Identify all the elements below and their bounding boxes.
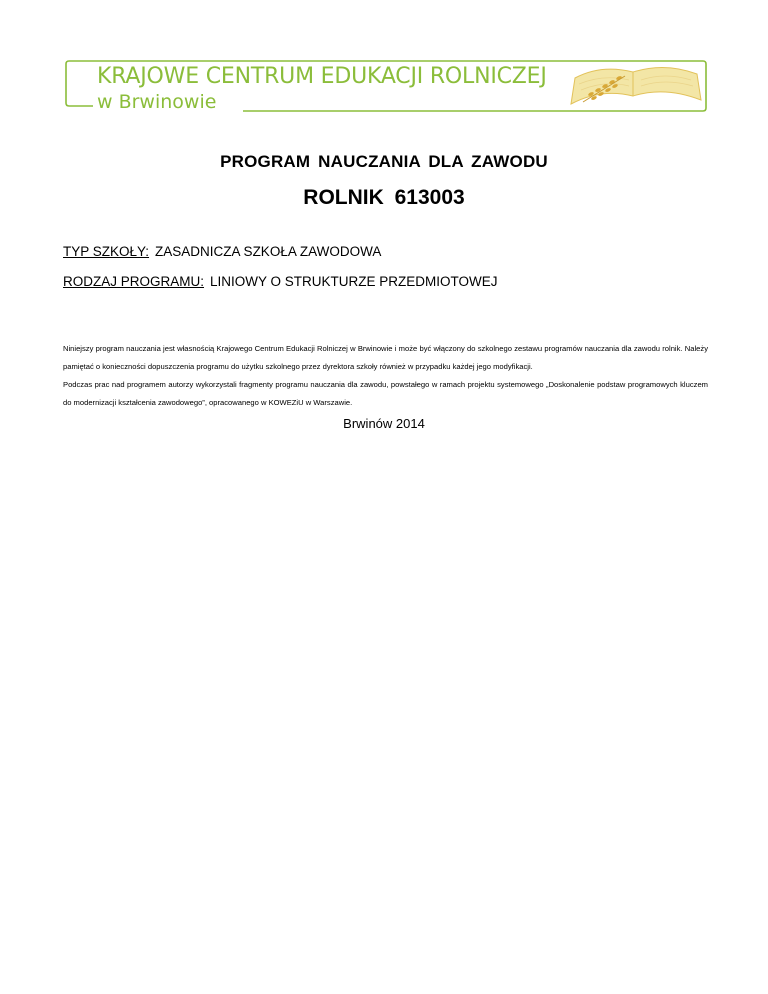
ownership-notice — [63, 340, 708, 412]
profession-code-title: ROLNIK 613003 — [303, 186, 465, 209]
school-type-label: TYP SZKOŁY: — [63, 244, 150, 259]
logo-title-line1: KRAJOWE CENTRUM EDUKACJI ROLNICZEJ — [97, 64, 547, 89]
program-type-value: LINIOWY O STRUKTURZE PRZEDMIOTOWEJ — [210, 274, 498, 289]
institution-logo — [63, 58, 709, 114]
notice-paragraph-ownership: Niniejszy program nauczania jest własnością Krajowego Centrum Edukacji Rolniczej w Brwinowie i może być włączony do szkolnego zestawu programów nauczania dla zawodu rolnik. Należy pamiętać o konieczności dopuszczenia programu do użytku szkolnego przez dyrektora szkoły również w przypadku każdej jego modyfikacji. — [63, 344, 708, 371]
program-type-field — [63, 274, 498, 289]
school-type-field — [63, 244, 381, 259]
notice-paragraph-sources: Podczas prac nad programem autorzy wykorzystali fragmenty programu nauczania dla zawodu, powstałego w ramach projektu systemowego „Doskonalenie podstaw programowych kluczem do modernizacji kształcenia zawodowego”, opracowanego w KOWEZiU w Warszawie. — [63, 380, 708, 407]
program-title: PROGRAM NAUCZANIA DLA ZAWODU — [220, 152, 548, 171]
place-and-year: Brwinów 2014 — [343, 416, 425, 431]
program-type-label: RODZAJ PROGRAMU: — [63, 274, 205, 289]
logo-title-line2: w Brwinowie — [97, 91, 217, 113]
open-book-with-wheat-icon — [561, 60, 707, 110]
school-type-value: ZASADNICZA SZKOŁA ZAWODOWA — [155, 244, 382, 259]
